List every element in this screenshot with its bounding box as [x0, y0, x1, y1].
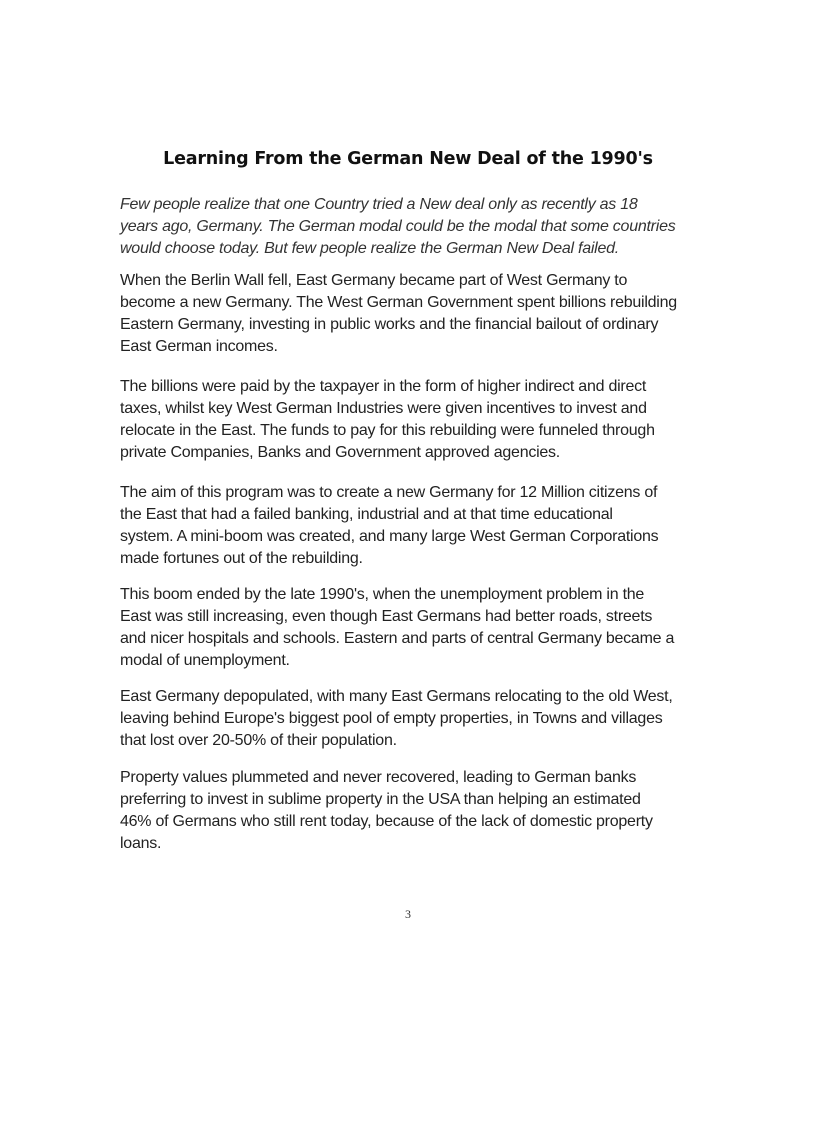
body-paragraph-boom-ended	[120, 584, 720, 672]
body-paragraph-berlin-wall	[120, 270, 720, 358]
paragraph-line: Property values plummeted and never recovered, leading to German banks	[120, 769, 637, 786]
paragraph-line: East was still increasing, even though East Germans had better roads, streets	[120, 608, 653, 625]
paragraph-line: made fortunes out of the rebuilding.	[120, 550, 363, 567]
paragraph-line: private Companies, Banks and Government approved agencies.	[120, 444, 560, 461]
paragraph-line: relocate in the East. The funds to pay for this rebuilding were funneled through	[120, 422, 655, 439]
paragraph-line: The aim of this program was to create a new Germany for 12 Million citizens of	[120, 484, 658, 501]
paragraph-line: This boom ended by the late 1990's, when the unemployment problem in the	[120, 586, 645, 603]
paragraph-line: loans.	[120, 835, 162, 852]
intro-line: Few people realize that one Country tried a New deal only as recently as 18	[120, 196, 638, 213]
paragraph-line: taxes, whilst key West German Industries were given incentives to invest and	[120, 400, 647, 417]
paragraph-line: that lost over 20-50% of their population.	[120, 732, 397, 749]
body-paragraph-property-values	[120, 767, 720, 855]
intro-line: would choose today. But few people realize the German New Deal failed.	[120, 240, 619, 257]
intro-paragraph	[120, 194, 720, 260]
paragraph-line: 46% of Germans who still rent today, because of the lack of domestic property	[120, 813, 653, 830]
body-paragraph-taxpayer	[120, 376, 720, 464]
paragraph-line: the East that had a failed banking, industrial and at that time educational	[120, 506, 613, 523]
page-title: Learning From the German New Deal of the 1990's	[163, 149, 653, 169]
paragraph-line: When the Berlin Wall fell, East Germany became part of West Germany to	[120, 272, 628, 289]
paragraph-line: become a new Germany. The West German Government spent billions rebuilding	[120, 294, 677, 311]
intro-line: years ago, Germany. The German modal could be the modal that some countries	[120, 218, 676, 235]
paragraph-line: and nicer hospitals and schools. Eastern and parts of central Germany became a	[120, 630, 675, 647]
paragraph-line: leaving behind Europe's biggest pool of empty properties, in Towns and villages	[120, 710, 663, 727]
paragraph-line: modal of unemployment.	[120, 652, 290, 669]
paragraph-line: East German incomes.	[120, 338, 278, 355]
paragraph-line: East Germany depopulated, with many East Germans relocating to the old West,	[120, 688, 673, 705]
page-number: 3	[405, 907, 411, 921]
paragraph-line: preferring to invest in sublime property in the USA than helping an estimated	[120, 791, 641, 808]
body-paragraph-depopulation	[120, 686, 720, 752]
paragraph-line: The billions were paid by the taxpayer in the form of higher indirect and direct	[120, 378, 647, 395]
paragraph-line: system. A mini-boom was created, and many large West German Corporations	[120, 528, 659, 545]
paragraph-line: Eastern Germany, investing in public works and the financial bailout of ordinary	[120, 316, 659, 333]
body-paragraph-program-aim	[120, 482, 720, 570]
